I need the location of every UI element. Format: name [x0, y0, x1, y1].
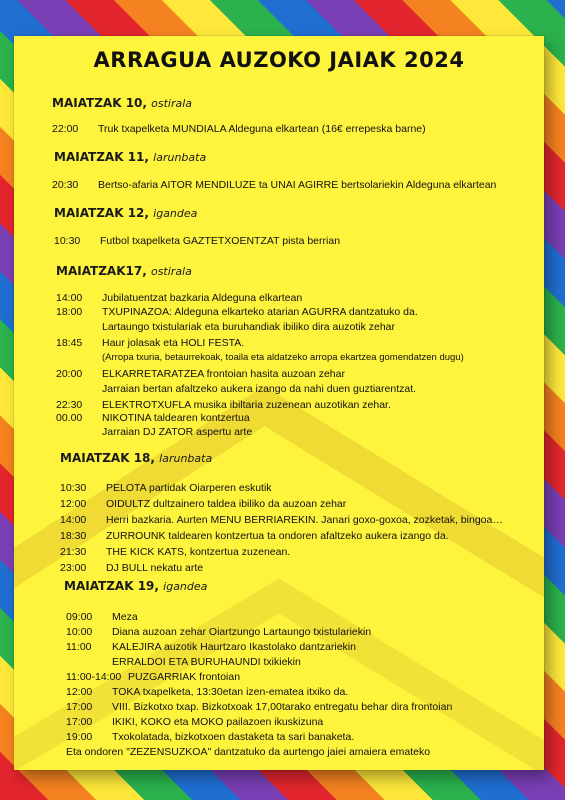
event-line: [56, 426, 252, 438]
event-line: [66, 701, 452, 713]
event-time: 17:00: [66, 701, 93, 713]
event-text: Diana auzoan zehar Oiartzungo Lartaungo txistulariekin: [112, 626, 372, 638]
event-time: 18:00: [56, 306, 83, 318]
section-day: igandea: [153, 207, 198, 220]
event-text: Eta ondoren "ZEZENSUZKOA" dantzatuko da aurtengo jaiei amaiera emateko: [66, 746, 431, 758]
event-text: PELOTA partidak Oiarperen eskutik: [106, 482, 272, 494]
event-time: 17:00: [66, 716, 93, 728]
event-time: 20:00: [56, 368, 83, 380]
event-line: [60, 514, 503, 526]
section-date: MAIATZAK 12,: [54, 206, 149, 220]
event-line: [60, 530, 449, 542]
event-time: 10:30: [60, 482, 87, 494]
event-text: PUZGARRIAK frontoian: [128, 671, 241, 683]
event-text: TXUPINAZOA: Aldeguna elkarteko atarian AGURRA dantzatuko da.: [102, 306, 418, 318]
event-text: THE KICK KATS, kontzertua zuzenean.: [106, 546, 291, 558]
event-line: [60, 498, 346, 510]
event-line: [60, 482, 272, 494]
event-text: Jarraian bertan afaltzeko aukera izango da nahi duen guztiarentzat.: [102, 383, 417, 395]
event-text: Meza: [112, 611, 138, 623]
event-text: Txokolatada, bizkotxoen dastaketa ta sari banaketa.: [112, 731, 355, 743]
event-text: Truk txapelketa MUNDIALA Aldeguna elkartean (16€ errepeska barne): [98, 123, 426, 135]
event-time: 20:30: [52, 179, 79, 191]
event-text: DJ BULL nekatu arte: [106, 562, 204, 574]
event-text: Haur jolasak eta HOLI FESTA.: [102, 337, 245, 349]
event-text: IKIKI, KOKO eta MOKO pailazoen ikuskizuna: [112, 716, 324, 728]
event-line: [66, 716, 323, 728]
event-text: OIDULTZ dultzainero taldea ibiliko da auzoan zehar: [106, 498, 347, 510]
event-line: [56, 383, 416, 395]
event-text: Jubilatuentzat bazkaria Aldeguna elkartean: [102, 292, 303, 304]
event-text: VIII. Bizkotxo txap. Bizkotxoak 17,00tarako entregatu behar dira frontoian: [112, 701, 453, 713]
event-time: 11:00: [66, 641, 92, 653]
section-date: MAIATZAK 18,: [60, 451, 155, 465]
event-time: 10:00: [66, 626, 93, 638]
section-day: ostirala: [151, 97, 193, 110]
event-line: [66, 731, 354, 743]
poster-title: ARRAGUA AUZOKO JAIAK 2024: [93, 48, 465, 72]
section-header-4: [56, 264, 192, 278]
event-text: Bertso-afaria AITOR MENDILUZE ta UNAI AGIRRE bertsolariekin Aldeguna elkartean: [98, 179, 497, 191]
event-text: ZURROUNK taldearen kontzertua ta ondoren afaltzeko aukera izango da.: [106, 530, 449, 542]
section-header-1: [52, 96, 192, 110]
section-header-6: [64, 579, 207, 593]
event-time: 12:00: [60, 498, 87, 510]
poster: [14, 36, 544, 770]
event-line: [52, 179, 496, 191]
event-time: 11:00-14:00: [66, 671, 122, 683]
event-line: [66, 671, 240, 683]
event-line: [60, 546, 290, 558]
event-line: [66, 641, 356, 653]
event-line: [66, 626, 371, 638]
event-time: 14:00: [56, 292, 83, 304]
event-time: 22:30: [56, 399, 83, 411]
section-header-2: [54, 150, 206, 164]
event-line: [66, 656, 301, 668]
event-time: 21:30: [60, 546, 87, 558]
section-date: MAIATZAK 19,: [64, 579, 159, 593]
section-header-3: [54, 206, 197, 220]
event-text: ERRALDOI ETA BURUHAUNDI txikiekin: [112, 656, 301, 668]
event-time: 22:00: [52, 123, 79, 135]
event-time: 00.00: [56, 412, 83, 424]
event-line: [66, 686, 348, 698]
event-time: 18:30: [60, 530, 87, 542]
event-text: (Arropa txuria, betaurrekoak, toaila eta aldatzeko arropa ekartzea gomendatzen dugu): [102, 352, 464, 363]
event-line: [66, 746, 430, 758]
event-line: [56, 399, 391, 411]
event-time: 18:45: [56, 337, 83, 349]
event-line: [66, 611, 138, 623]
event-text: ELKARRETARATZEA frontoian hasita auzoan zehar: [102, 368, 345, 380]
event-line: [56, 352, 464, 363]
event-text: TOKA txapelketa, 13:30etan izen-ematea itxiko da.: [112, 686, 349, 698]
event-text: Futbol txapelketa GAZTETXOENTZAT pista berrian: [100, 235, 341, 247]
event-line: [56, 292, 302, 304]
event-time: 23:00: [60, 562, 87, 574]
event-text: NIKOTINA taldearen kontzertua: [102, 412, 250, 424]
event-line: [56, 337, 244, 349]
event-line: [60, 562, 203, 574]
event-time: 09:00: [66, 611, 93, 623]
event-line: [56, 321, 395, 333]
section-day: larunbata: [159, 452, 213, 465]
event-time: 10:30: [54, 235, 81, 247]
section-day: ostirala: [150, 265, 192, 278]
event-text: Jarraian DJ ZATOR aspertu arte: [102, 426, 253, 438]
event-text: Lartaungo txistulariak eta buruhandiak ibiliko dira auzotik zehar: [102, 321, 396, 333]
event-time: 14:00: [60, 514, 87, 526]
event-line: [56, 306, 418, 318]
section-day: igandea: [163, 580, 208, 593]
event-time: 12:00: [66, 686, 93, 698]
event-line: [52, 123, 426, 135]
section-day: larunbata: [153, 151, 207, 164]
event-text: ELEKTROTXUFLA musika ibiltaria zuzenean auzotikan zehar.: [102, 399, 391, 411]
event-line: [56, 412, 250, 424]
event-time: 19:00: [66, 731, 93, 743]
event-line: [54, 235, 340, 247]
section-date: MAIATZAK17,: [56, 264, 147, 278]
section-date: MAIATZAK 11,: [54, 150, 149, 164]
event-text: Herri bazkaria. Aurten MENU BERRIAREKIN. Janari goxo-goxoa, zozketak, bingoa…: [106, 514, 503, 526]
section-header-5: [60, 451, 212, 465]
section-date: MAIATZAK 10,: [52, 96, 147, 110]
event-line: [56, 368, 345, 380]
event-text: KALEJIRA auzotik Haurtzaro Ikastolako dantzariekin: [112, 641, 356, 653]
